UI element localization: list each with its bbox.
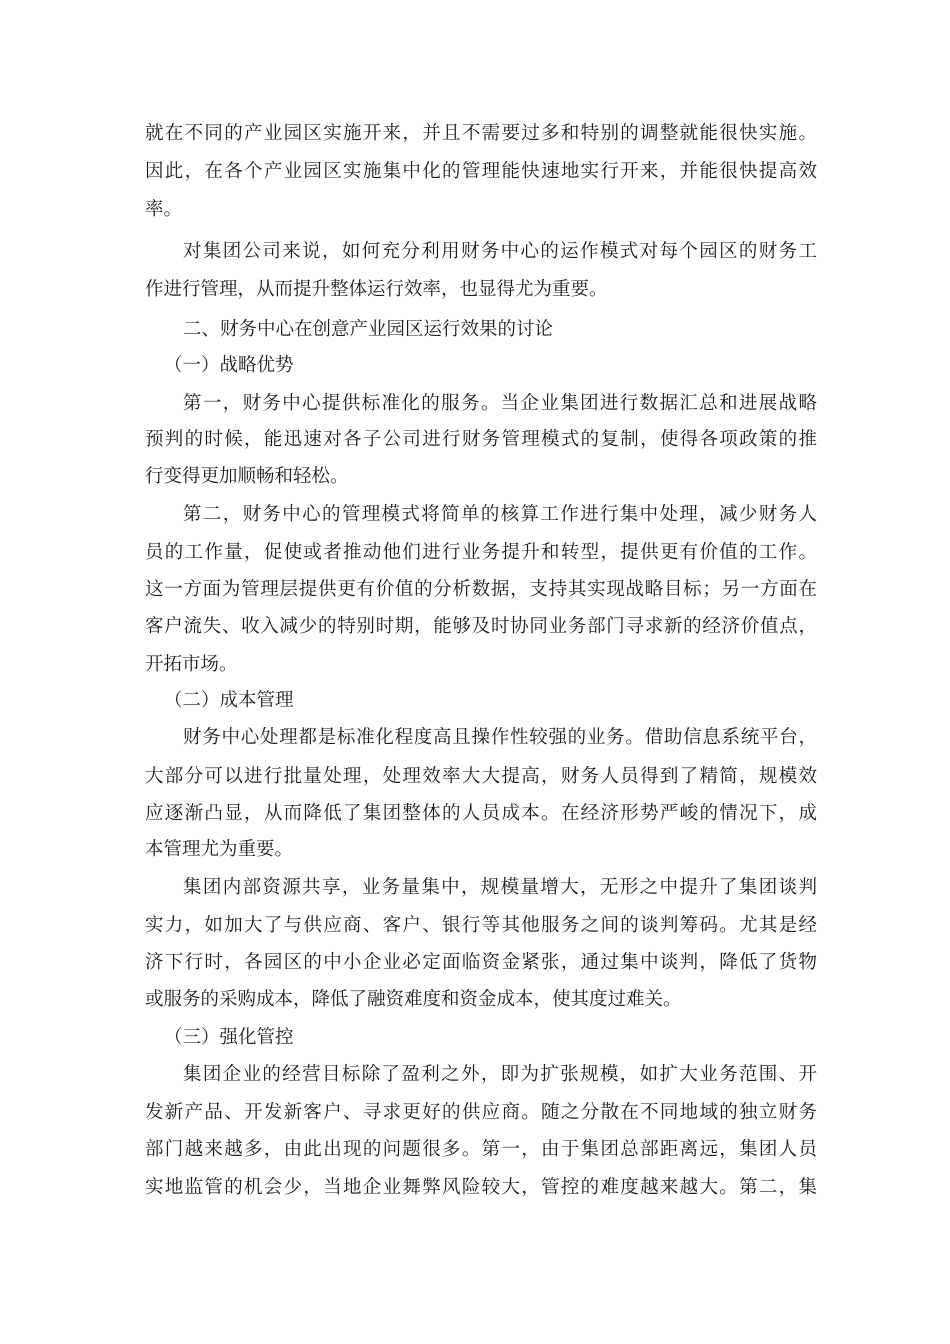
paragraph-line: 这一方面为管理层提供更有价值的分析数据，支持其实现战略目标；另一方面在 — [145, 579, 817, 600]
paragraph-line: 作进行管理，从而提升整体运行效率，也显得尤为重要。 — [145, 279, 608, 300]
paragraph-line: 应逐渐凸显，从而降低了集团整体的人员成本。在经济形势严峻的情况下，成 — [145, 803, 817, 824]
paragraph-line: 实地监管的机会少，当地企业舞弊风险较大，管控的难度越来越大。第二，集 — [145, 1177, 817, 1198]
paragraph-line: 开拓市场。 — [145, 654, 238, 675]
paragraph-line: 预判的时候，能迅速对各子公司进行财务管理模式的复制，使得各项政策的推 — [145, 429, 817, 450]
paragraph-line: 大部分可以进行批量处理，处理效率大大提高，财务人员得到了精简，规模效 — [145, 766, 817, 787]
paragraph-line: 集团内部资源共享，业务量集中，规模量增大，无形之中提升了集团谈判 — [183, 877, 817, 898]
section-heading: 二、财务中心在创意产业园区运行效果的讨论 — [183, 319, 554, 340]
paragraph-line: 客户流失、收入减少的特别时期，能够及时协同业务部门寻求新的经济价值点， — [145, 616, 817, 637]
paragraph-line: 因此，在各个产业园区实施集中化的管理能快速地实行开来，并能很快提高效 — [145, 161, 817, 182]
paragraph-line: 第二，财务中心的管理模式将简单的核算工作进行集中处理，减少财务人 — [183, 504, 817, 525]
paragraph-line: 济下行时，各园区的中小企业必定面临资金紧张，通过集中谈判，降低了货物 — [145, 952, 817, 973]
subsection-heading: （三）强化管控 — [164, 1027, 294, 1048]
paragraph-line: 集团企业的经营目标除了盈利之外，即为扩张规模，如扩大业务范围、开 — [183, 1064, 817, 1085]
paragraph-line: 发新产品、开发新客户、寻求更好的供应商。随之分散在不同地域的独立财务 — [145, 1102, 817, 1123]
paragraph-line: 财务中心处理都是标准化程度高且操作性较强的业务。借助信息系统平台， — [183, 727, 817, 748]
paragraph-line: 对集团公司来说，如何充分利用财务中心的运作模式对每个园区的财务工 — [183, 241, 817, 262]
paragraph-line: 第一，财务中心提供标准化的服务。当企业集团进行数据汇总和进展战略 — [183, 393, 817, 414]
paragraph-line: 实力，如加大了与供应商、客户、银行等其他服务之间的谈判筹码。尤其是经 — [145, 915, 817, 936]
paragraph-line: 本管理尤为重要。 — [145, 839, 294, 860]
subsection-heading: （二）成本管理 — [164, 690, 294, 711]
paragraph-line: 行变得更加顺畅和轻松。 — [145, 466, 349, 487]
paragraph-line: 部门越来越多，由此出现的问题很多。第一，由于集团总部距离远，集团人员 — [145, 1139, 817, 1160]
paragraph-line: 就在不同的产业园区实施开来，并且不需要过多和特别的调整就能很快实施。 — [145, 123, 817, 144]
paragraph-line: 率。 — [145, 199, 183, 220]
paragraph-line: 员的工作量，促使或者推动他们进行业务提升和转型，提供更有价值的工作。 — [145, 542, 817, 563]
subsection-heading: （一）战略优势 — [164, 355, 294, 376]
paragraph-line: 或服务的采购成本，降低了融资难度和资金成本，使其度过难关。 — [145, 989, 682, 1010]
